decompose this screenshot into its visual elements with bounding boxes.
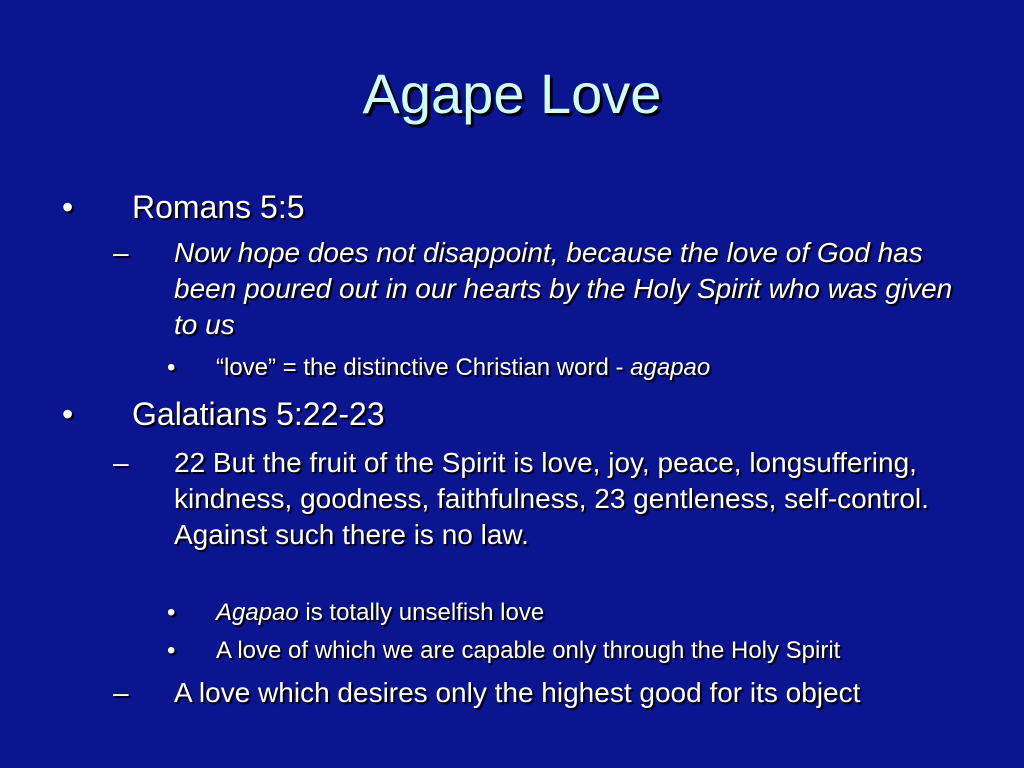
galatians-heading: Galatians 5:22-23 bbox=[132, 396, 385, 432]
dash-icon: – bbox=[113, 447, 129, 478]
bullet-dot-icon: • bbox=[167, 637, 176, 664]
romans-quote-item bbox=[113, 235, 963, 343]
romans-note bbox=[216, 353, 710, 383]
galatians-conclusion: A love which desires only the highest good for its object bbox=[174, 677, 861, 708]
galatians-conclusion-item bbox=[113, 675, 963, 711]
dash-icon: – bbox=[113, 677, 129, 708]
romans-note-italic: agapao bbox=[630, 354, 711, 381]
galatians-note1-italic: Agapao bbox=[216, 599, 299, 626]
romans-quote: Now hope does not disappoint, because the love of God has been poured out in our hearts by the Holy Spirit who was given to us bbox=[174, 237, 953, 340]
galatians-note1-text: is totally unselfish love bbox=[298, 599, 545, 626]
bullet-dot-icon: • bbox=[167, 599, 176, 626]
galatians-note2: A love of which we are capable only through the Holy Spirit bbox=[216, 637, 841, 664]
bullet-dot-icon: • bbox=[167, 354, 176, 381]
galatians-quote-item bbox=[113, 445, 963, 553]
slide-title: Agape Love bbox=[362, 62, 662, 125]
dash-icon: – bbox=[113, 237, 129, 268]
galatians-quote: 22 But the fruit of the Spirit is love, joy, peace, longsuffering, kindness, goodness, faithfulness, 23 gentleness, self-control. Against such there is no law. bbox=[174, 447, 929, 550]
bullet-dot-icon: • bbox=[62, 396, 74, 432]
galatians-note1 bbox=[216, 598, 544, 628]
bullet-dot-icon: • bbox=[62, 189, 74, 225]
romans-note-text: “love” = the distinctive Christian word - bbox=[216, 354, 631, 381]
romans-heading: Romans 5:5 bbox=[132, 189, 305, 225]
